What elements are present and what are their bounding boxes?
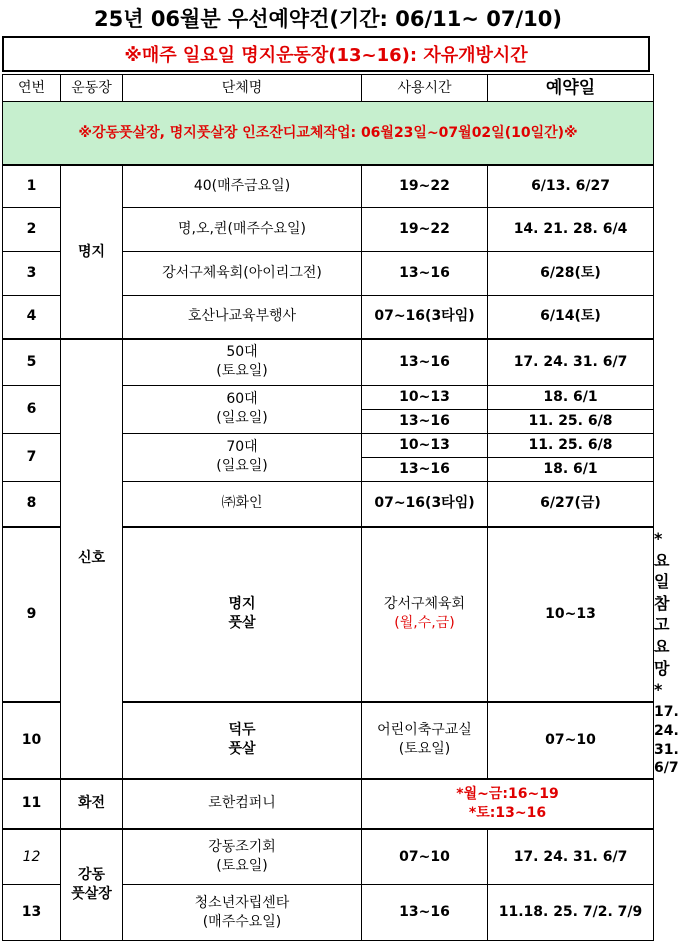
date-cell: 11. 25. 6/8 — [488, 433, 654, 457]
group-cell: 호산나교육부행사 — [123, 295, 362, 339]
time-cell: 13~16 — [362, 457, 488, 481]
date-cell: 17. 24. 31. 6/7 — [488, 829, 654, 885]
time-cell: 19~22 — [362, 165, 488, 207]
date-cell: 18. 6/1 — [488, 385, 654, 409]
header-group: 단체명 — [123, 75, 362, 102]
table-row — [3, 339, 654, 385]
group-cell — [362, 527, 488, 702]
date-cell: 6/27(금) — [488, 481, 654, 527]
header-venue: 운동장 — [61, 75, 123, 102]
venue-line: 풋살장 — [71, 886, 112, 903]
construction-banner-row — [3, 102, 654, 166]
header-time: 사용시간 — [362, 75, 488, 102]
date-cell: 14. 21. 28. 6/4 — [488, 207, 654, 251]
table-row — [3, 829, 654, 885]
table-row: 9 명지 풋살 강서구체육회 (월,수,금) 10~13 *요일 참고요망* — [3, 527, 654, 702]
table-header-row — [3, 75, 654, 102]
group-cell — [123, 829, 362, 885]
group-cell: 강서구체육회(아이리그전) — [123, 251, 362, 295]
group-line: 70대 — [226, 439, 258, 456]
venue-line: 덕두 — [228, 722, 256, 739]
venue-line: 명지 — [228, 596, 256, 613]
group-line: 청소년자립센타 — [194, 894, 290, 911]
group-line: (일요일) — [216, 410, 268, 426]
row-no: 10 — [3, 702, 61, 779]
group-line: 어린이축구교실 — [377, 722, 472, 739]
group-cell: 40(매주금요일) — [123, 165, 362, 207]
row-no: 9 — [3, 527, 61, 702]
group-cell: ㈜화인 — [123, 481, 362, 527]
time-cell: 10~13 — [488, 527, 654, 702]
row-no: 11 — [3, 779, 61, 829]
group-line: (토요일) — [398, 741, 451, 758]
group-line: 강서구체육회 — [383, 596, 466, 613]
table-row: 10 덕두 풋살 어린이축구교실 (토요일) 07~10 17. 24. 31. 6/7 — [3, 702, 654, 779]
time-cell: 19~22 — [362, 207, 488, 251]
row-no: 5 — [3, 339, 61, 385]
group-line: 60대 — [226, 391, 258, 408]
group-line: (토요일) — [216, 363, 268, 380]
group-cell — [123, 433, 362, 481]
row-no: 4 — [3, 295, 61, 339]
time-cell: 07~16(3타임) — [362, 481, 488, 527]
venue-cell — [123, 527, 362, 702]
group-days: (월,수,금) — [394, 615, 455, 632]
construction-banner: ※강동풋살장, 명지풋살장 인조잔디교체작업: 06월23일~07월02일(10일간)※ — [3, 102, 654, 166]
row-no: 7 — [3, 433, 61, 481]
date-cell: 6/13. 6/27 — [488, 165, 654, 207]
date-cell: 17. 24. 31. 6/7 — [488, 339, 654, 385]
venue-line: 강동 — [77, 867, 106, 884]
group-line: (매주수요일) — [202, 913, 282, 930]
venue-cell: 화전 — [61, 779, 123, 829]
table-row — [3, 165, 654, 207]
row-no: 6 — [3, 385, 61, 433]
group-cell — [362, 702, 488, 779]
time-cell: 13~16 — [362, 885, 488, 941]
row-no: 3 — [3, 251, 61, 295]
time-cell: 10~13 — [362, 385, 488, 409]
row-no: 2 — [3, 207, 61, 251]
date-cell: 6/28(토) — [488, 251, 654, 295]
schedule-line: *토:13~16 — [468, 804, 547, 821]
venue-cell: 명지 — [61, 165, 123, 339]
date-cell: 11. 25. 6/8 — [488, 409, 654, 433]
group-cell — [123, 885, 362, 941]
date-cell: 11.18. 25. 7/2. 7/9 — [488, 885, 654, 941]
schedule-line: *월~금:16~19 — [456, 785, 559, 802]
time-cell: 13~16 — [362, 409, 488, 433]
group-cell: 명,오,퀸(매주수요일) — [123, 207, 362, 251]
venue-line: 풋살 — [228, 615, 256, 632]
group-line: (일요일) — [216, 458, 268, 474]
notice-banner: ※매주 일요일 명지운동장(13~16): 자유개방시간 — [2, 36, 650, 72]
time-cell: 13~16 — [362, 339, 488, 385]
row-no: 1 — [3, 165, 61, 207]
row-no: 13 — [3, 885, 61, 941]
venue-cell — [61, 829, 123, 941]
time-cell: 07~16(3타임) — [362, 295, 488, 339]
group-line: 50대 — [226, 344, 258, 361]
time-cell: 13~16 — [362, 251, 488, 295]
row-no: 8 — [3, 481, 61, 527]
time-cell: 10~13 — [362, 433, 488, 457]
header-no: 연번 — [3, 75, 61, 102]
header-date: 예약일 — [488, 75, 654, 102]
group-line: (토요일) — [216, 858, 268, 875]
reservation-table — [2, 74, 679, 941]
date-cell: 6/14(토) — [488, 295, 654, 339]
group-cell — [123, 385, 362, 433]
table-row — [3, 779, 654, 829]
time-cell: 07~10 — [488, 702, 654, 779]
time-cell: 07~10 — [362, 829, 488, 885]
group-line: 강동조기회 — [208, 839, 276, 856]
date-cell: 18. 6/1 — [488, 457, 654, 481]
page-title: 25년 06월분 우선예약건(기간: 06/11~ 07/10) — [94, 7, 562, 31]
venue-line: 풋살 — [228, 741, 256, 758]
merged-time-cell — [362, 779, 654, 829]
group-cell — [123, 339, 362, 385]
venue-cell — [123, 702, 362, 779]
row-no: 12 — [3, 829, 61, 885]
venue-cell: 신호 — [61, 339, 123, 779]
group-cell: 로한컴퍼니 — [123, 779, 362, 829]
